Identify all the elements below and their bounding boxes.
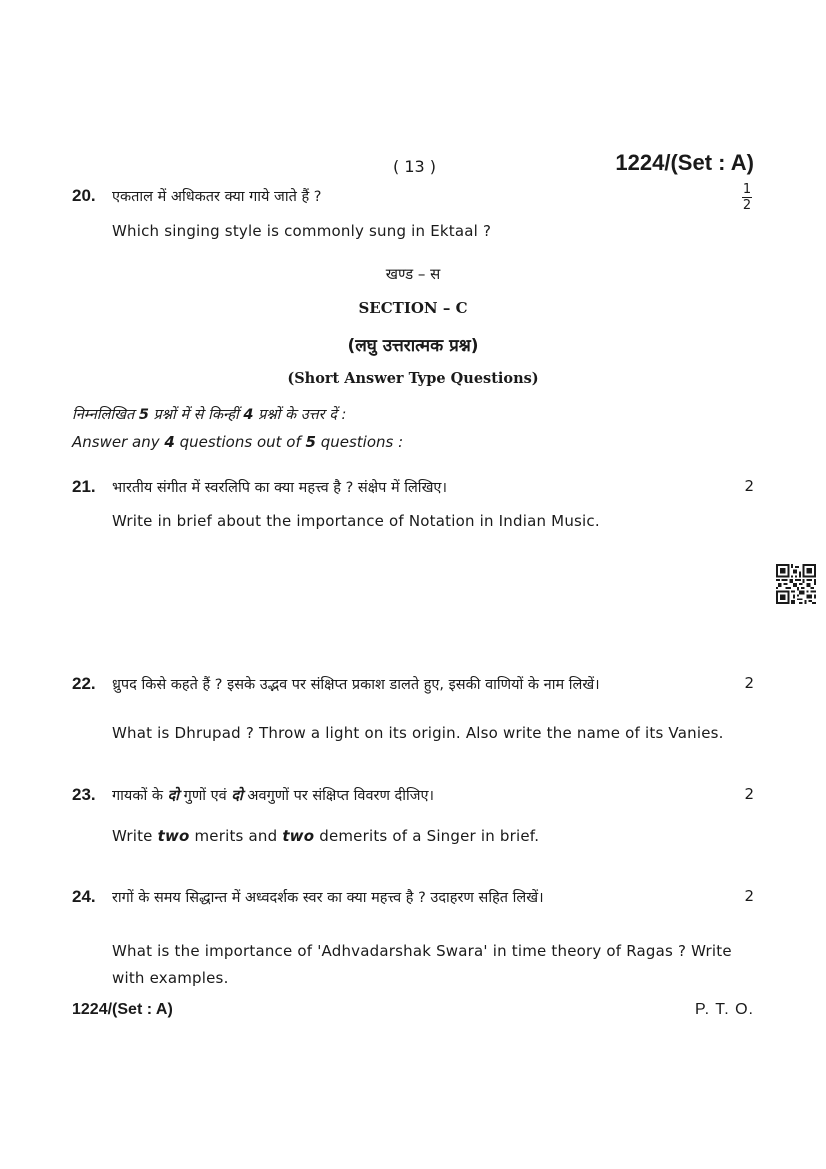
question-22-marks: 2 [744,674,754,692]
section-title: SECTION – C [358,299,468,317]
q23-english-text-2: merits and [189,827,283,845]
marks-numerator: 1 [742,182,752,197]
question-23-english [112,827,539,845]
q23-hindi-text-2: गुणों एवं [179,788,232,804]
please-turn-over: P. T. O. [695,1001,754,1018]
instructions-hindi [72,404,346,424]
q23-english-text-1: Write [112,827,158,845]
question-23-marks: 2 [744,785,754,803]
page-number: ( 13 ) [393,157,437,176]
question-20-hindi: एकताल में अधिकतर क्या गाये जाते हैं ? [112,189,322,205]
q23-english-emphasis-1: two [157,827,190,845]
question-21-marks: 2 [744,477,754,495]
instr-hindi-text-1: निम्नलिखित [72,407,139,423]
question-22-hindi: ध्रुपद किसे कहते हैं ? इसके उद्भव पर संक्षिप्त प्रकाश डालते हुए, इसकी वाणियों के नाम लिखें। [112,677,600,693]
question-24-marks: 2 [744,887,754,905]
instr-english-number-1: 4 [164,433,175,451]
marks-denominator: 2 [742,198,752,213]
q23-hindi-text-1: गायकों के [112,788,168,804]
instr-hindi-number-1: 5 [138,407,149,423]
q23-hindi-emphasis-1: दो [167,788,180,804]
q23-english-text-3: demerits of a Singer in brief. [314,827,540,845]
section-type-english: (Short Answer Type Questions) [287,370,539,387]
instr-english-number-2: 5 [305,433,316,451]
question-21-hindi: भारतीय संगीत में स्वरलिपि का क्या महत्त्व है ? संक्षेप में लिखिए। [112,480,447,496]
instructions-english [72,433,403,451]
instr-hindi-number-2: 4 [243,407,254,423]
instr-english-text-3: questions : [315,433,404,451]
qr-code-icon [776,564,816,604]
section-type-hindi: (लघु उत्तरात्मक प्रश्न) [347,336,479,356]
question-22-english: What is Dhrupad ? Throw a light on its origin. Also write the name of its Vanies. [112,724,724,742]
instr-hindi-text-2: प्रश्नों में से किन्हीं [148,407,244,423]
question-20-marks [742,183,752,212]
question-20-english: Which singing style is commonly sung in Ektaal ? [112,222,492,240]
question-23-hindi [112,785,434,805]
instr-english-text-1: Answer any [72,433,165,451]
question-21-english: Write in brief about the importance of Notation in Indian Music. [112,512,600,530]
q23-hindi-text-3: अवगुणों पर संक्षिप्त विवरण दीजिए। [242,788,435,804]
question-number-20: 20. [72,186,96,205]
section-khand-hindi: खण्ड – स [385,265,441,283]
paper-code-header: 1224/(Set : A) [615,150,754,175]
question-number-22: 22. [72,674,96,693]
q23-english-emphasis-2: two [282,827,315,845]
q23-hindi-emphasis-2: दो [231,788,243,804]
question-number-23: 23. [72,785,96,804]
question-number-24: 24. [72,887,96,906]
question-number-21: 21. [72,477,96,496]
instr-hindi-text-3: प्रश्नों के उत्तर दें : [253,407,347,423]
question-24-english: What is the importance of 'Adhvadarshak Swara' in time theory of Ragas ? Write with examples. [112,942,732,987]
question-24-hindi: रागों के समय सिद्धान्त में अध्वदर्शक स्वर का क्या महत्त्व है ? उदाहरण सहित लिखें। [112,890,544,906]
instr-english-text-2: questions out of [174,433,306,451]
paper-code-footer: 1224/(Set : A) [72,1001,173,1018]
